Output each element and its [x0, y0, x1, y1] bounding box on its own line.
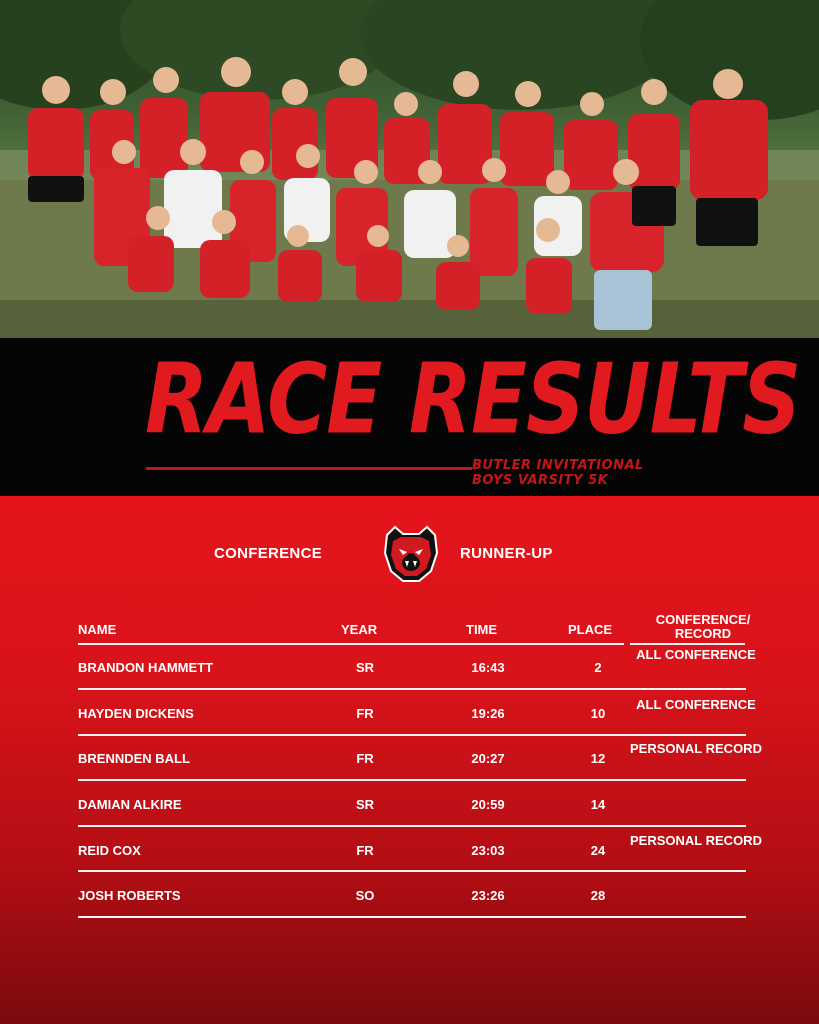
column-header-year: YEAR	[341, 622, 378, 637]
runner-time: 23:26	[471, 888, 505, 903]
row-divider	[78, 916, 746, 918]
page-title: RACE RESULTS	[145, 344, 801, 457]
column-header-time: TIME	[466, 622, 498, 637]
event-name: BUTLER INVITATIONAL	[472, 458, 644, 473]
event-division: BOYS VARSITY 5K	[472, 473, 609, 488]
runner-place: 28	[590, 888, 606, 903]
runner-time: 19:26	[471, 706, 505, 721]
title-underline	[146, 467, 472, 470]
row-divider	[78, 870, 746, 872]
runner-place: 14	[590, 797, 606, 812]
runner-year: SO	[355, 888, 375, 903]
runner-year: FR	[356, 751, 374, 766]
runner-name: JOSH ROBERTS	[78, 888, 181, 903]
header-divider	[78, 643, 624, 645]
team-finish-result: RUNNER-UP	[460, 545, 553, 562]
row-divider	[78, 734, 746, 736]
runner-name: BRANDON HAMMETT	[78, 660, 214, 675]
team-photo	[0, 0, 819, 338]
runner-place: 2	[594, 660, 602, 675]
runner-year: SR	[355, 797, 375, 812]
runner-time: 20:27	[471, 751, 505, 766]
runner-place: 24	[590, 843, 606, 858]
runner-name: DAMIAN ALKIRE	[78, 797, 182, 812]
runner-time: 20:59	[471, 797, 505, 812]
column-header-conference-record: CONFERENCE/ RECORD	[655, 612, 751, 641]
row-divider	[78, 825, 746, 827]
header-divider-note	[630, 643, 745, 645]
runner-place: 12	[590, 751, 606, 766]
team-finish-label: CONFERENCE	[214, 545, 323, 562]
row-divider	[78, 779, 746, 781]
runner-name: REID COX	[78, 843, 141, 858]
column-header-place: PLACE	[568, 622, 613, 637]
bear-logo-icon	[381, 525, 441, 583]
runner-note: ALL CONFERENCE	[636, 697, 756, 712]
runner-time: 16:43	[471, 660, 505, 675]
runner-year: FR	[356, 843, 374, 858]
runner-note: ALL CONFERENCE	[636, 647, 756, 662]
runner-name: HAYDEN DICKENS	[78, 706, 194, 721]
runner-time: 23:03	[471, 843, 505, 858]
team-photo-illustration	[0, 0, 819, 338]
runner-name: BRENNDEN BALL	[78, 751, 190, 766]
runner-place: 10	[590, 706, 606, 721]
runner-year: SR	[355, 660, 375, 675]
runner-year: FR	[356, 706, 374, 721]
runner-note: PERSONAL RECORD	[630, 833, 762, 848]
row-divider	[78, 688, 746, 690]
runner-note: PERSONAL RECORD	[630, 741, 762, 756]
column-header-name: NAME	[78, 622, 117, 637]
